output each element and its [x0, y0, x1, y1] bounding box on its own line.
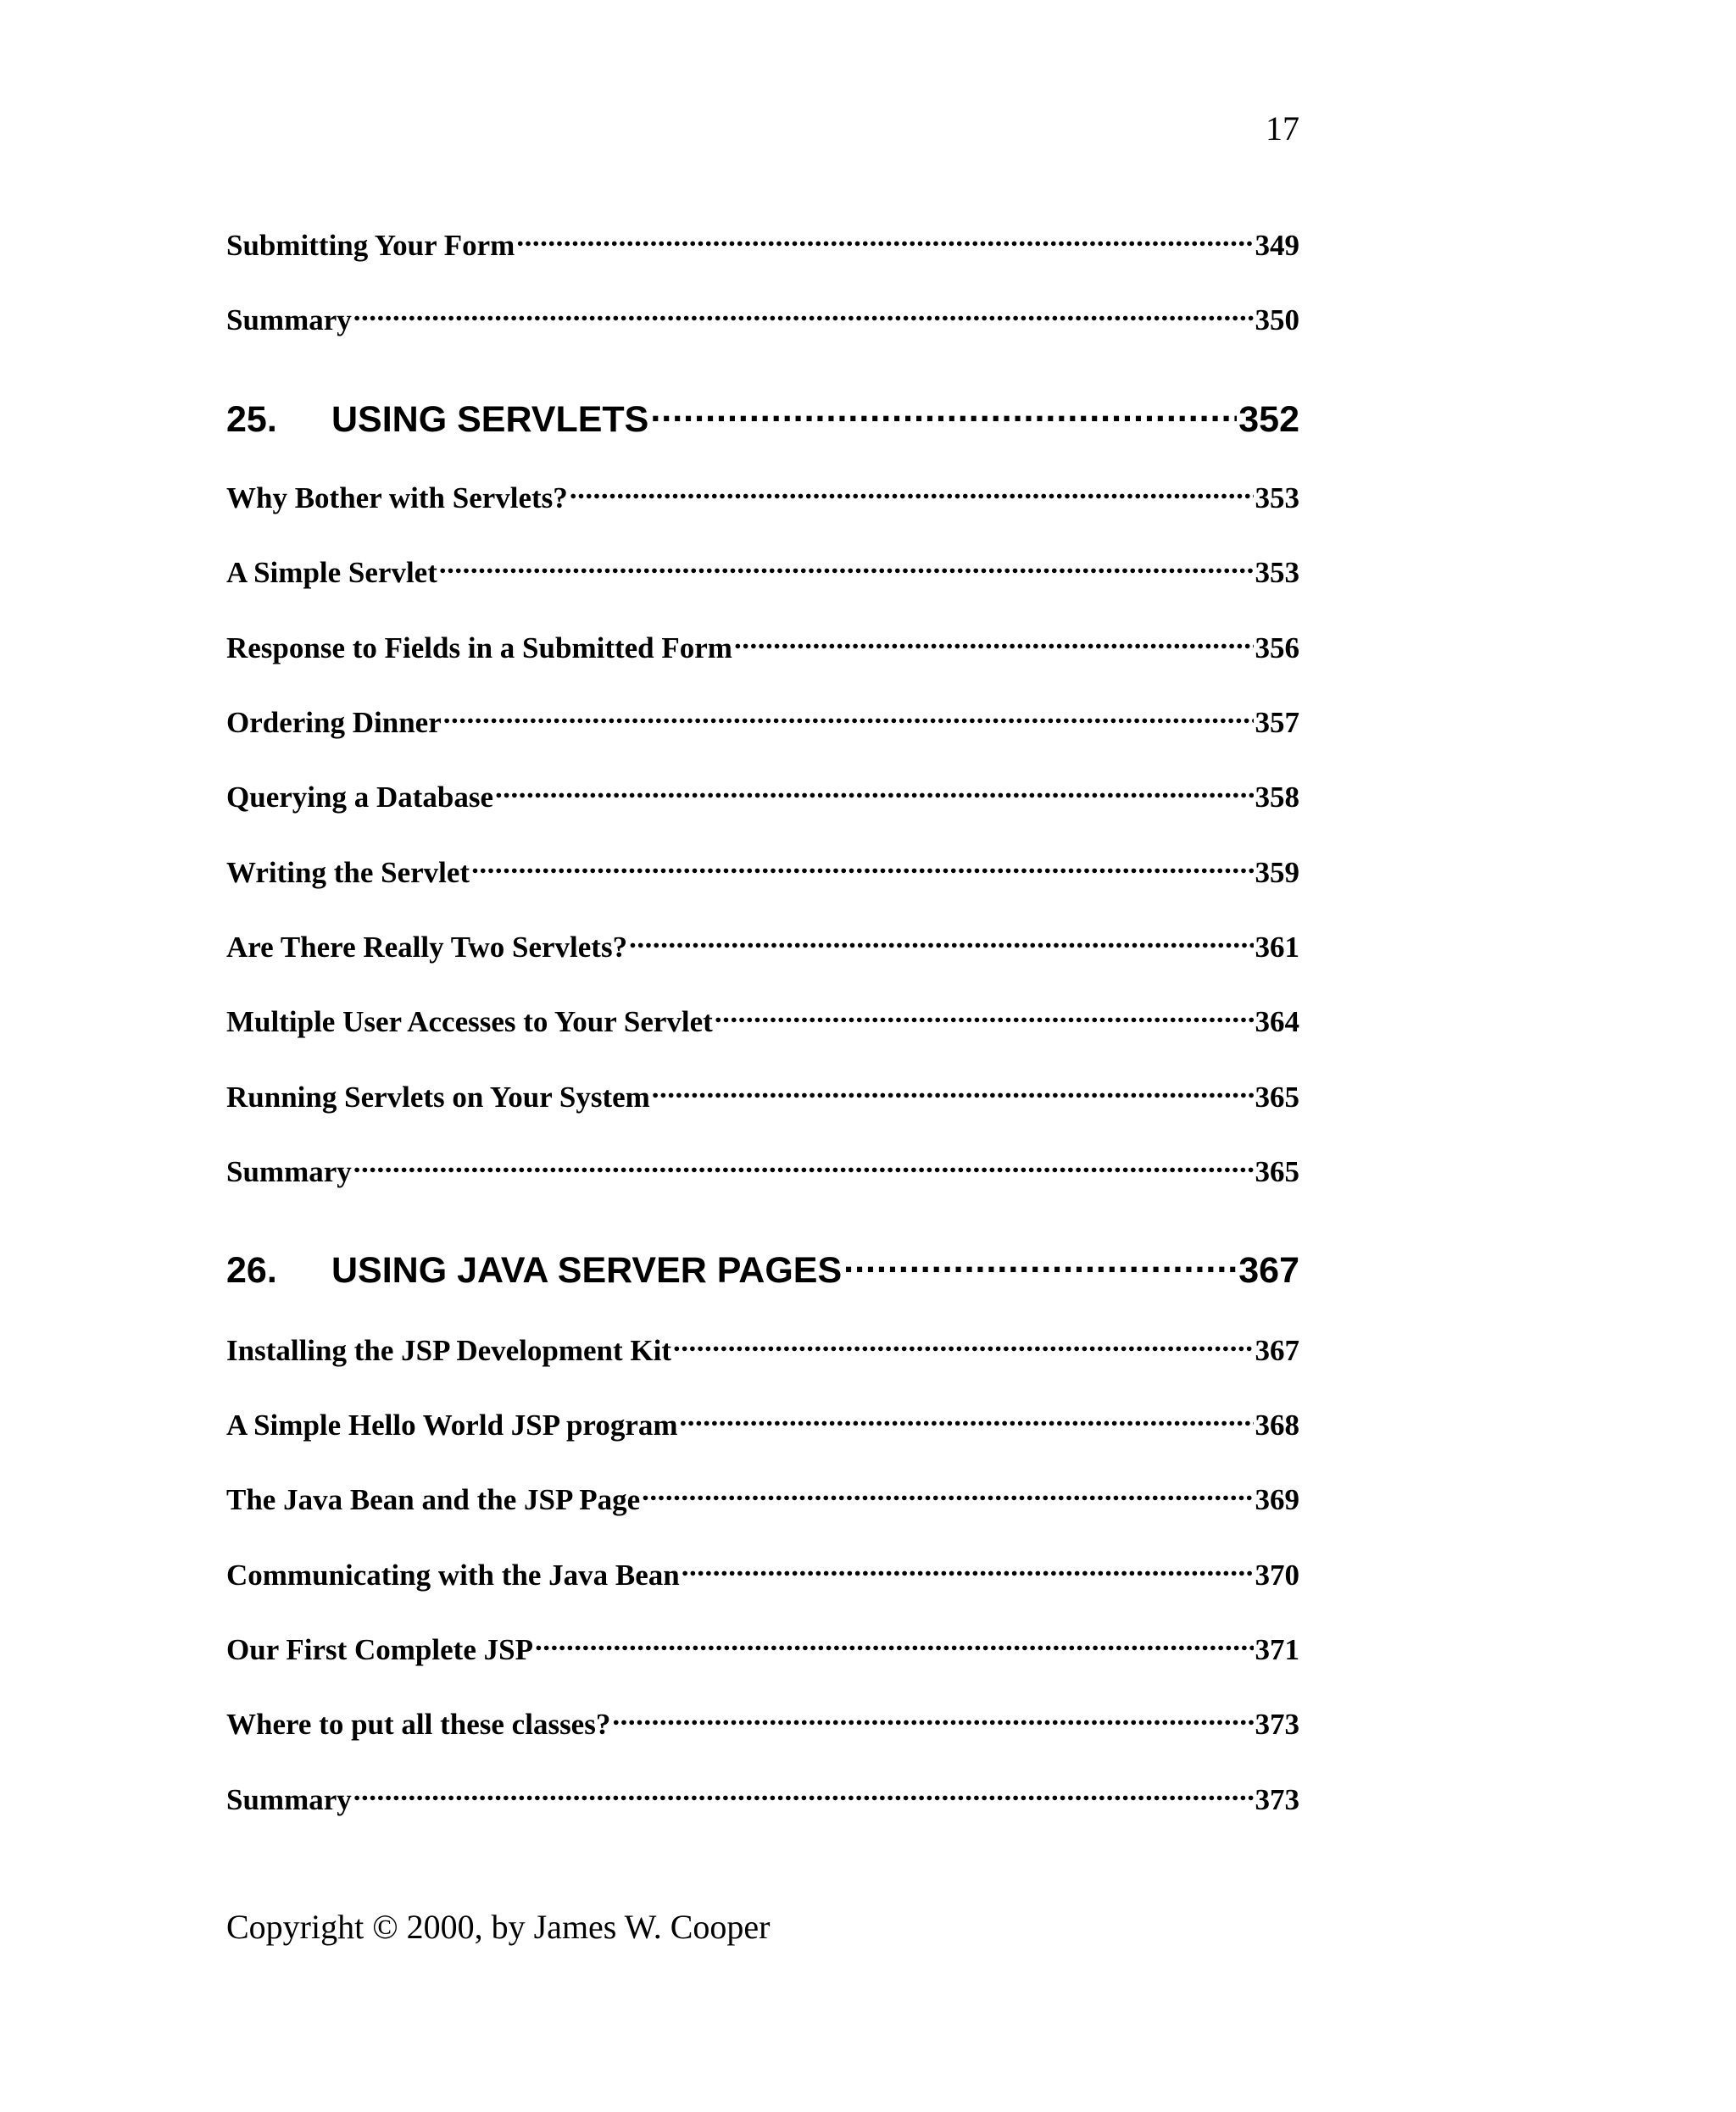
toc-entry-page: 370 — [1255, 1559, 1299, 1592]
toc-entry-page: 373 — [1255, 1708, 1299, 1741]
dot-leader — [673, 1331, 1253, 1360]
dot-leader — [439, 553, 1254, 582]
dot-leader — [715, 1002, 1254, 1031]
toc-entry-page: 349 — [1255, 229, 1299, 262]
toc-entry-page: 358 — [1255, 781, 1299, 814]
dot-leader — [843, 1246, 1237, 1282]
toc-entry-title: Multiple User Accesses to Your Servlet — [226, 1005, 713, 1038]
toc-entry-title: Response to Fields in a Submitted Form — [226, 631, 732, 664]
toc-entry-title: Ordering Dinner — [226, 706, 442, 739]
toc-entry-title: Where to put all these classes? — [226, 1708, 611, 1741]
toc-entry-title: Summary — [226, 1155, 352, 1188]
dot-leader — [353, 1152, 1254, 1181]
toc-entry-title: Are There Really Two Servlets? — [226, 931, 628, 964]
dot-leader — [353, 1780, 1254, 1809]
toc-entry-first-complete-jsp[interactable] — [226, 1630, 1299, 1669]
dot-leader — [353, 300, 1254, 330]
toc-entry-hello-world-jsp[interactable] — [226, 1405, 1299, 1444]
chapter-number: 25. — [226, 399, 277, 440]
dot-leader — [535, 1630, 1254, 1659]
toc-entry-page: 368 — [1255, 1409, 1299, 1442]
copyright-footer: Copyright © 2000, by James W. Cooper — [226, 1908, 771, 1946]
toc-entry-where-to-put-classes[interactable] — [226, 1704, 1299, 1743]
toc-entry-why-bother-with-servlets[interactable] — [226, 478, 1299, 517]
toc-entry-title: A Simple Servlet — [226, 556, 437, 589]
toc-entry-page: 356 — [1255, 631, 1299, 664]
toc-entry-page: 365 — [1255, 1081, 1299, 1114]
chapter-title: USING SERVLETS — [331, 399, 649, 440]
toc-entry-summary[interactable] — [226, 1152, 1299, 1191]
chapter-page: 367 — [1238, 1250, 1299, 1291]
toc-entry-summary[interactable] — [226, 300, 1299, 339]
toc-entry-a-simple-servlet[interactable] — [226, 553, 1299, 592]
toc-entry-page: 361 — [1255, 931, 1299, 964]
toc-entry-title: Summary — [226, 303, 352, 336]
toc-entry-page: 357 — [1255, 706, 1299, 739]
toc-entry-title: Communicating with the Java Bean — [226, 1559, 680, 1592]
toc-entry-querying-a-database[interactable] — [226, 777, 1299, 816]
toc-chapter-25[interactable] — [226, 395, 1299, 442]
toc-entry-submitting-your-form[interactable] — [226, 225, 1299, 264]
toc-entry-communicating-with-bean[interactable] — [226, 1555, 1299, 1594]
chapter-number: 26. — [226, 1250, 277, 1291]
toc-entry-page: 350 — [1255, 303, 1299, 336]
dot-leader — [516, 225, 1253, 255]
toc-entry-page: 371 — [1255, 1633, 1299, 1666]
toc-entry-title: A Simple Hello World JSP program — [226, 1409, 678, 1442]
toc-entry-title: Querying a Database — [226, 781, 493, 814]
dot-leader — [570, 478, 1254, 508]
toc-entry-page: 365 — [1255, 1155, 1299, 1188]
toc-chapter-26[interactable] — [226, 1246, 1299, 1292]
toc-entry-summary[interactable] — [226, 1780, 1299, 1819]
toc-entry-title: Why Bother with Servlets? — [226, 481, 568, 514]
toc-entry-title: Running Servlets on Your System — [226, 1081, 650, 1114]
toc-entry-response-to-fields[interactable] — [226, 628, 1299, 667]
toc-entry-installing-jsp-kit[interactable] — [226, 1331, 1299, 1370]
toc-entry-page: 369 — [1255, 1483, 1299, 1516]
toc-entry-title: Our First Complete JSP — [226, 1633, 533, 1666]
dot-leader — [443, 703, 1254, 732]
toc-entry-page: 353 — [1255, 481, 1299, 514]
toc-entry-java-bean-and-jsp-page[interactable] — [226, 1480, 1299, 1519]
dot-leader — [682, 1555, 1254, 1585]
toc-entry-page: 364 — [1255, 1005, 1299, 1038]
toc-entry-two-servlets[interactable] — [226, 927, 1299, 966]
chapter-title: USING JAVA SERVER PAGES — [331, 1250, 843, 1291]
toc-entry-multiple-user-accesses[interactable] — [226, 1002, 1299, 1041]
page-number: 17 — [1266, 109, 1299, 147]
toc-entry-title: Installing the JSP Development Kit — [226, 1334, 672, 1367]
toc-entry-running-servlets[interactable] — [226, 1077, 1299, 1116]
dot-leader — [734, 628, 1254, 658]
toc-entry-page: 367 — [1255, 1334, 1299, 1367]
toc-entry-title: The Java Bean and the JSP Page — [226, 1483, 641, 1516]
toc-entry-writing-the-servlet[interactable] — [226, 853, 1299, 892]
toc-entry-page: 373 — [1255, 1783, 1299, 1816]
dot-leader — [680, 1405, 1254, 1435]
toc-entry-title: Submitting Your Form — [226, 229, 515, 262]
dot-leader — [629, 927, 1253, 957]
toc-entry-ordering-dinner[interactable] — [226, 703, 1299, 742]
dot-leader — [471, 853, 1253, 882]
toc-entry-title: Writing the Servlet — [226, 856, 470, 889]
dot-leader — [650, 395, 1237, 431]
dot-leader — [642, 1480, 1253, 1509]
toc-entry-page: 359 — [1255, 856, 1299, 889]
chapter-page: 352 — [1238, 399, 1299, 440]
dot-leader — [652, 1077, 1254, 1107]
toc-entry-page: 353 — [1255, 556, 1299, 589]
dot-leader — [495, 777, 1254, 807]
toc-entry-title: Summary — [226, 1783, 352, 1816]
dot-leader — [612, 1704, 1253, 1734]
